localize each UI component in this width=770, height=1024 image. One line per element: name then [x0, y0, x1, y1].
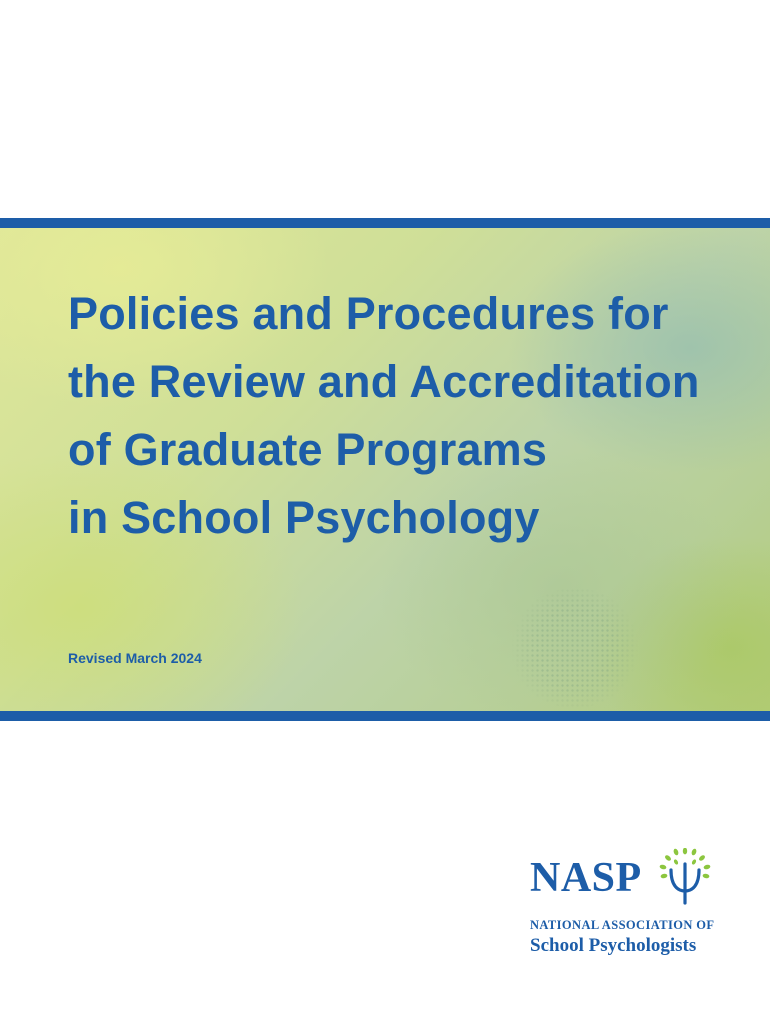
banner-bottom-rule [0, 711, 770, 721]
title-line-1: Policies and Procedures for [68, 288, 669, 339]
dot-pattern-decoration [510, 588, 640, 708]
title-line-2: the Review and Accreditation [68, 356, 700, 407]
psi-tree-icon [654, 848, 718, 908]
revision-date: Revised March 2024 [68, 650, 202, 666]
logo-wordmark: NASP [530, 855, 642, 901]
nasp-logo [530, 848, 730, 968]
document-title [68, 280, 748, 552]
logo-org-line-1: NATIONAL ASSOCIATION OF [530, 918, 715, 932]
banner-top-rule [0, 218, 770, 228]
title-line-3: of Graduate Programs [68, 424, 548, 475]
title-line-4: in School Psychology [68, 492, 540, 543]
logo-org-line-2: School Psychologists [530, 935, 697, 956]
cover-banner [0, 228, 770, 711]
